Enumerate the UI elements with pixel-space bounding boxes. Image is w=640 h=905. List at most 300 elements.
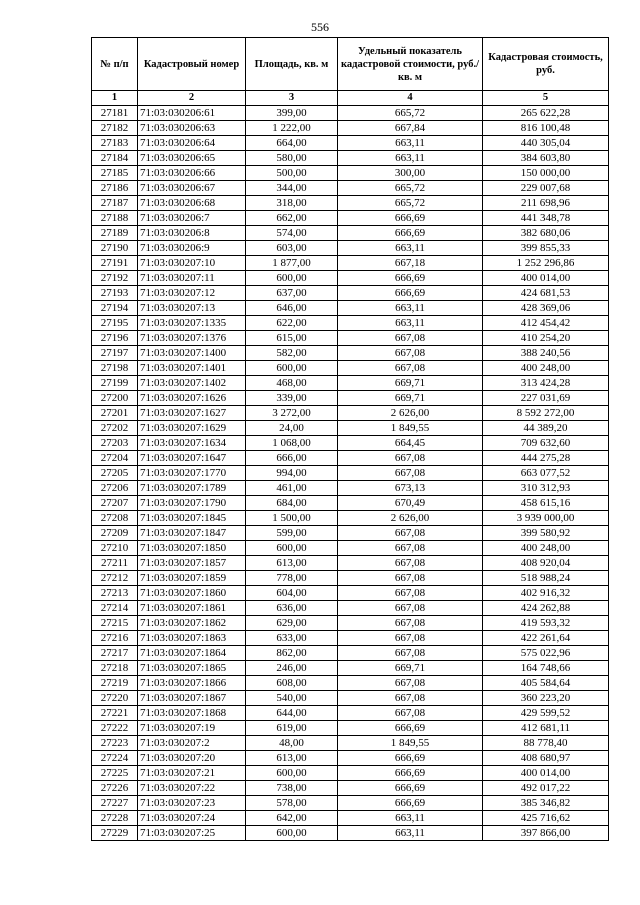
column-number: 2 xyxy=(138,91,246,106)
unit-value: 666,69 xyxy=(338,211,483,226)
cadastral-value: 388 240,56 xyxy=(483,346,609,361)
table-row xyxy=(92,751,609,766)
cadastral-value: 400 014,00 xyxy=(483,271,609,286)
table-row xyxy=(92,691,609,706)
table-row xyxy=(92,406,609,421)
row-index: 27208 xyxy=(92,511,138,526)
cadastral-value: 400 014,00 xyxy=(483,766,609,781)
table-row xyxy=(92,121,609,136)
cadastral-number: 71:03:030207:1770 xyxy=(138,466,246,481)
row-index: 27224 xyxy=(92,751,138,766)
cadastral-value: 419 593,32 xyxy=(483,616,609,631)
cadastral-number: 71:03:030207:1376 xyxy=(138,331,246,346)
header-area: Площадь, кв. м xyxy=(246,38,338,91)
row-index: 27215 xyxy=(92,616,138,631)
area-value: 600,00 xyxy=(246,826,338,841)
table-row xyxy=(92,256,609,271)
cadastral-number: 71:03:030206:65 xyxy=(138,151,246,166)
area-value: 600,00 xyxy=(246,361,338,376)
unit-value: 667,08 xyxy=(338,571,483,586)
table-row xyxy=(92,436,609,451)
table-row xyxy=(92,271,609,286)
area-value: 582,00 xyxy=(246,346,338,361)
row-index: 27213 xyxy=(92,586,138,601)
column-number-row xyxy=(92,91,609,106)
cadastral-number: 71:03:030207:1629 xyxy=(138,421,246,436)
cadastral-value: 412 681,11 xyxy=(483,721,609,736)
column-number: 4 xyxy=(338,91,483,106)
unit-value: 667,08 xyxy=(338,451,483,466)
cadastral-value: 310 312,93 xyxy=(483,481,609,496)
table-row xyxy=(92,796,609,811)
area-value: 24,00 xyxy=(246,421,338,436)
column-number: 1 xyxy=(92,91,138,106)
area-value: 604,00 xyxy=(246,586,338,601)
cadastral-number: 71:03:030207:1859 xyxy=(138,571,246,586)
cadastral-value: 428 369,06 xyxy=(483,301,609,316)
area-value: 578,00 xyxy=(246,796,338,811)
unit-value: 667,08 xyxy=(338,676,483,691)
cadastral-value: 227 031,69 xyxy=(483,391,609,406)
cadastral-value: 8 592 272,00 xyxy=(483,406,609,421)
row-index: 27184 xyxy=(92,151,138,166)
unit-value: 1 849,55 xyxy=(338,736,483,751)
unit-value: 669,71 xyxy=(338,376,483,391)
table-row xyxy=(92,706,609,721)
table-row xyxy=(92,241,609,256)
cadastral-number: 71:03:030207:2 xyxy=(138,736,246,751)
area-value: 1 500,00 xyxy=(246,511,338,526)
cadastral-value: 408 680,97 xyxy=(483,751,609,766)
area-value: 1 877,00 xyxy=(246,256,338,271)
row-index: 27216 xyxy=(92,631,138,646)
unit-value: 667,08 xyxy=(338,586,483,601)
table-row xyxy=(92,166,609,181)
table-row xyxy=(92,586,609,601)
table-row xyxy=(92,286,609,301)
unit-value: 663,11 xyxy=(338,136,483,151)
row-index: 27192 xyxy=(92,271,138,286)
cadastral-value: 399 855,33 xyxy=(483,241,609,256)
cadastral-number: 71:03:030206:7 xyxy=(138,211,246,226)
area-value: 615,00 xyxy=(246,331,338,346)
table-row xyxy=(92,376,609,391)
column-number: 5 xyxy=(483,91,609,106)
table-row xyxy=(92,676,609,691)
cadastral-number: 71:03:030207:21 xyxy=(138,766,246,781)
unit-value: 300,00 xyxy=(338,166,483,181)
row-index: 27212 xyxy=(92,571,138,586)
cadastral-number: 71:03:030207:1857 xyxy=(138,556,246,571)
row-index: 27189 xyxy=(92,226,138,241)
cadastral-number: 71:03:030206:67 xyxy=(138,181,246,196)
cadastral-number: 71:03:030207:1866 xyxy=(138,676,246,691)
table-row xyxy=(92,736,609,751)
table-row xyxy=(92,511,609,526)
unit-value: 666,69 xyxy=(338,796,483,811)
cadastral-number: 71:03:030207:1867 xyxy=(138,691,246,706)
area-value: 1 068,00 xyxy=(246,436,338,451)
cadastral-number: 71:03:030207:1634 xyxy=(138,436,246,451)
row-index: 27229 xyxy=(92,826,138,841)
cadastral-number: 71:03:030207:12 xyxy=(138,286,246,301)
row-index: 27181 xyxy=(92,106,138,121)
area-value: 636,00 xyxy=(246,601,338,616)
row-index: 27198 xyxy=(92,361,138,376)
cadastral-value: 663 077,52 xyxy=(483,466,609,481)
cadastral-value: 397 866,00 xyxy=(483,826,609,841)
cadastral-number: 71:03:030207:1789 xyxy=(138,481,246,496)
cadastral-number: 71:03:030207:25 xyxy=(138,826,246,841)
row-index: 27211 xyxy=(92,556,138,571)
table-row xyxy=(92,571,609,586)
unit-value: 664,45 xyxy=(338,436,483,451)
row-index: 27202 xyxy=(92,421,138,436)
area-value: 629,00 xyxy=(246,616,338,631)
unit-value: 663,11 xyxy=(338,811,483,826)
row-index: 27206 xyxy=(92,481,138,496)
cadastral-value: 444 275,28 xyxy=(483,451,609,466)
header-cadastral-number: Кадастровый номер xyxy=(138,38,246,91)
cadastral-number: 71:03:030207:10 xyxy=(138,256,246,271)
row-index: 27220 xyxy=(92,691,138,706)
row-index: 27194 xyxy=(92,301,138,316)
header-unit-value: Удельный показатель кадастровой стоимости, руб./кв. м xyxy=(338,38,483,91)
table-row xyxy=(92,316,609,331)
area-value: 619,00 xyxy=(246,721,338,736)
area-value: 318,00 xyxy=(246,196,338,211)
area-value: 500,00 xyxy=(246,166,338,181)
cadastral-table xyxy=(91,37,609,841)
area-value: 468,00 xyxy=(246,376,338,391)
area-value: 603,00 xyxy=(246,241,338,256)
table-row xyxy=(92,526,609,541)
row-index: 27199 xyxy=(92,376,138,391)
cadastral-value: 425 716,62 xyxy=(483,811,609,826)
cadastral-value: 382 680,06 xyxy=(483,226,609,241)
table-row xyxy=(92,301,609,316)
cadastral-number: 71:03:030207:1860 xyxy=(138,586,246,601)
area-value: 644,00 xyxy=(246,706,338,721)
unit-value: 663,11 xyxy=(338,301,483,316)
row-index: 27228 xyxy=(92,811,138,826)
unit-value: 669,71 xyxy=(338,391,483,406)
table-row xyxy=(92,211,609,226)
row-index: 27193 xyxy=(92,286,138,301)
row-index: 27195 xyxy=(92,316,138,331)
table-row xyxy=(92,361,609,376)
table-body xyxy=(92,106,609,841)
area-value: 344,00 xyxy=(246,181,338,196)
header-index: № п/п xyxy=(92,38,138,91)
unit-value: 667,08 xyxy=(338,646,483,661)
cadastral-value: 3 939 000,00 xyxy=(483,511,609,526)
unit-value: 666,69 xyxy=(338,751,483,766)
area-value: 633,00 xyxy=(246,631,338,646)
area-value: 637,00 xyxy=(246,286,338,301)
cadastral-number: 71:03:030206:68 xyxy=(138,196,246,211)
area-value: 622,00 xyxy=(246,316,338,331)
cadastral-value: 360 223,20 xyxy=(483,691,609,706)
row-index: 27188 xyxy=(92,211,138,226)
table-row xyxy=(92,811,609,826)
unit-value: 665,72 xyxy=(338,181,483,196)
cadastral-number: 71:03:030207:1864 xyxy=(138,646,246,661)
unit-value: 669,71 xyxy=(338,661,483,676)
cadastral-number: 71:03:030207:1627 xyxy=(138,406,246,421)
row-index: 27183 xyxy=(92,136,138,151)
cadastral-number: 71:03:030207:1850 xyxy=(138,541,246,556)
row-index: 27186 xyxy=(92,181,138,196)
area-value: 664,00 xyxy=(246,136,338,151)
cadastral-value: 429 599,52 xyxy=(483,706,609,721)
cadastral-value: 399 580,92 xyxy=(483,526,609,541)
area-value: 246,00 xyxy=(246,661,338,676)
table-row xyxy=(92,421,609,436)
cadastral-number: 71:03:030207:24 xyxy=(138,811,246,826)
area-value: 600,00 xyxy=(246,541,338,556)
row-index: 27218 xyxy=(92,661,138,676)
table-row xyxy=(92,481,609,496)
area-value: 600,00 xyxy=(246,766,338,781)
cadastral-number: 71:03:030207:13 xyxy=(138,301,246,316)
table-row xyxy=(92,661,609,676)
table-row xyxy=(92,151,609,166)
row-index: 27222 xyxy=(92,721,138,736)
cadastral-value: 400 248,00 xyxy=(483,361,609,376)
cadastral-number: 71:03:030207:23 xyxy=(138,796,246,811)
unit-value: 667,08 xyxy=(338,526,483,541)
area-value: 684,00 xyxy=(246,496,338,511)
table-row xyxy=(92,646,609,661)
area-value: 1 222,00 xyxy=(246,121,338,136)
cadastral-value: 816 100,48 xyxy=(483,121,609,136)
cadastral-number: 71:03:030206:64 xyxy=(138,136,246,151)
cadastral-number: 71:03:030207:1335 xyxy=(138,316,246,331)
table-row xyxy=(92,616,609,631)
header-cadastral-value: Кадастровая стоимость, руб. xyxy=(483,38,609,91)
cadastral-number: 71:03:030206:63 xyxy=(138,121,246,136)
cadastral-number: 71:03:030207:19 xyxy=(138,721,246,736)
unit-value: 667,08 xyxy=(338,466,483,481)
cadastral-number: 71:03:030207:1868 xyxy=(138,706,246,721)
unit-value: 666,69 xyxy=(338,226,483,241)
table-row xyxy=(92,466,609,481)
cadastral-value: 410 254,20 xyxy=(483,331,609,346)
cadastral-value: 458 615,16 xyxy=(483,496,609,511)
cadastral-number: 71:03:030207:22 xyxy=(138,781,246,796)
row-index: 27225 xyxy=(92,766,138,781)
area-value: 599,00 xyxy=(246,526,338,541)
area-value: 540,00 xyxy=(246,691,338,706)
unit-value: 673,13 xyxy=(338,481,483,496)
unit-value: 666,69 xyxy=(338,286,483,301)
table-row xyxy=(92,496,609,511)
area-value: 461,00 xyxy=(246,481,338,496)
area-value: 613,00 xyxy=(246,751,338,766)
table-row xyxy=(92,451,609,466)
row-index: 27223 xyxy=(92,736,138,751)
cadastral-value: 229 007,68 xyxy=(483,181,609,196)
row-index: 27200 xyxy=(92,391,138,406)
row-index: 27204 xyxy=(92,451,138,466)
row-index: 27201 xyxy=(92,406,138,421)
cadastral-value: 265 622,28 xyxy=(483,106,609,121)
page-number: 556 xyxy=(311,20,329,34)
cadastral-value: 88 778,40 xyxy=(483,736,609,751)
area-value: 662,00 xyxy=(246,211,338,226)
unit-value: 663,11 xyxy=(338,151,483,166)
unit-value: 667,08 xyxy=(338,706,483,721)
unit-value: 667,08 xyxy=(338,616,483,631)
table-row xyxy=(92,781,609,796)
unit-value: 666,69 xyxy=(338,766,483,781)
unit-value: 663,11 xyxy=(338,826,483,841)
cadastral-value: 518 988,24 xyxy=(483,571,609,586)
unit-value: 665,72 xyxy=(338,196,483,211)
cadastral-number: 71:03:030207:1626 xyxy=(138,391,246,406)
cadastral-number: 71:03:030206:61 xyxy=(138,106,246,121)
cadastral-number: 71:03:030207:1861 xyxy=(138,601,246,616)
cadastral-value: 408 920,04 xyxy=(483,556,609,571)
row-index: 27217 xyxy=(92,646,138,661)
cadastral-value: 709 632,60 xyxy=(483,436,609,451)
cadastral-value: 1 252 296,86 xyxy=(483,256,609,271)
table-row xyxy=(92,391,609,406)
unit-value: 667,08 xyxy=(338,631,483,646)
row-index: 27214 xyxy=(92,601,138,616)
cadastral-value: 424 681,53 xyxy=(483,286,609,301)
row-index: 27209 xyxy=(92,526,138,541)
table-row xyxy=(92,631,609,646)
table-row xyxy=(92,331,609,346)
row-index: 27203 xyxy=(92,436,138,451)
cadastral-number: 71:03:030207:1863 xyxy=(138,631,246,646)
cadastral-value: 575 022,96 xyxy=(483,646,609,661)
row-index: 27221 xyxy=(92,706,138,721)
cadastral-number: 71:03:030207:11 xyxy=(138,271,246,286)
row-index: 27196 xyxy=(92,331,138,346)
area-value: 666,00 xyxy=(246,451,338,466)
cadastral-value: 422 261,64 xyxy=(483,631,609,646)
area-value: 608,00 xyxy=(246,676,338,691)
table-row xyxy=(92,541,609,556)
area-value: 613,00 xyxy=(246,556,338,571)
area-value: 580,00 xyxy=(246,151,338,166)
unit-value: 667,08 xyxy=(338,361,483,376)
table-row xyxy=(92,106,609,121)
cadastral-value: 384 603,80 xyxy=(483,151,609,166)
cadastral-value: 385 346,82 xyxy=(483,796,609,811)
row-index: 27190 xyxy=(92,241,138,256)
unit-value: 666,69 xyxy=(338,271,483,286)
row-index: 27205 xyxy=(92,466,138,481)
cadastral-number: 71:03:030207:1845 xyxy=(138,511,246,526)
cadastral-value: 441 348,78 xyxy=(483,211,609,226)
unit-value: 665,72 xyxy=(338,106,483,121)
table-row xyxy=(92,196,609,211)
cadastral-number: 71:03:030207:1401 xyxy=(138,361,246,376)
unit-value: 667,08 xyxy=(338,331,483,346)
table-row xyxy=(92,556,609,571)
row-index: 27219 xyxy=(92,676,138,691)
table-row xyxy=(92,346,609,361)
table-row xyxy=(92,181,609,196)
cadastral-number: 71:03:030206:66 xyxy=(138,166,246,181)
unit-value: 663,11 xyxy=(338,316,483,331)
row-index: 27185 xyxy=(92,166,138,181)
row-index: 27191 xyxy=(92,256,138,271)
unit-value: 667,08 xyxy=(338,601,483,616)
cadastral-value: 44 389,20 xyxy=(483,421,609,436)
unit-value: 667,08 xyxy=(338,541,483,556)
area-value: 738,00 xyxy=(246,781,338,796)
row-index: 27210 xyxy=(92,541,138,556)
table-row xyxy=(92,766,609,781)
area-value: 642,00 xyxy=(246,811,338,826)
cadastral-value: 400 248,00 xyxy=(483,541,609,556)
cadastral-number: 71:03:030207:1400 xyxy=(138,346,246,361)
area-value: 646,00 xyxy=(246,301,338,316)
area-value: 399,00 xyxy=(246,106,338,121)
cadastral-value: 164 748,66 xyxy=(483,661,609,676)
row-index: 27207 xyxy=(92,496,138,511)
cadastral-value: 405 584,64 xyxy=(483,676,609,691)
cadastral-number: 71:03:030207:1847 xyxy=(138,526,246,541)
unit-value: 670,49 xyxy=(338,496,483,511)
cadastral-value: 211 698,96 xyxy=(483,196,609,211)
unit-value: 666,69 xyxy=(338,721,483,736)
unit-value: 2 626,00 xyxy=(338,406,483,421)
table-row xyxy=(92,136,609,151)
row-index: 27197 xyxy=(92,346,138,361)
row-index: 27226 xyxy=(92,781,138,796)
table-row xyxy=(92,721,609,736)
row-index: 27182 xyxy=(92,121,138,136)
table-header-row xyxy=(92,38,609,91)
column-number: 3 xyxy=(246,91,338,106)
cadastral-value: 492 017,22 xyxy=(483,781,609,796)
area-value: 778,00 xyxy=(246,571,338,586)
cadastral-value: 412 454,42 xyxy=(483,316,609,331)
unit-value: 667,08 xyxy=(338,346,483,361)
cadastral-number: 71:03:030207:1862 xyxy=(138,616,246,631)
cadastral-number: 71:03:030207:20 xyxy=(138,751,246,766)
unit-value: 666,69 xyxy=(338,781,483,796)
row-index: 27187 xyxy=(92,196,138,211)
cadastral-number: 71:03:030207:1865 xyxy=(138,661,246,676)
unit-value: 1 849,55 xyxy=(338,421,483,436)
area-value: 339,00 xyxy=(246,391,338,406)
unit-value: 667,08 xyxy=(338,556,483,571)
table-row xyxy=(92,601,609,616)
area-value: 862,00 xyxy=(246,646,338,661)
cadastral-number: 71:03:030206:8 xyxy=(138,226,246,241)
cadastral-number: 71:03:030206:9 xyxy=(138,241,246,256)
cadastral-value: 313 424,28 xyxy=(483,376,609,391)
cadastral-number: 71:03:030207:1790 xyxy=(138,496,246,511)
area-value: 574,00 xyxy=(246,226,338,241)
cadastral-value: 424 262,88 xyxy=(483,601,609,616)
cadastral-value: 402 916,32 xyxy=(483,586,609,601)
table-row xyxy=(92,226,609,241)
area-value: 600,00 xyxy=(246,271,338,286)
area-value: 3 272,00 xyxy=(246,406,338,421)
unit-value: 2 626,00 xyxy=(338,511,483,526)
unit-value: 667,08 xyxy=(338,691,483,706)
area-value: 48,00 xyxy=(246,736,338,751)
unit-value: 667,84 xyxy=(338,121,483,136)
